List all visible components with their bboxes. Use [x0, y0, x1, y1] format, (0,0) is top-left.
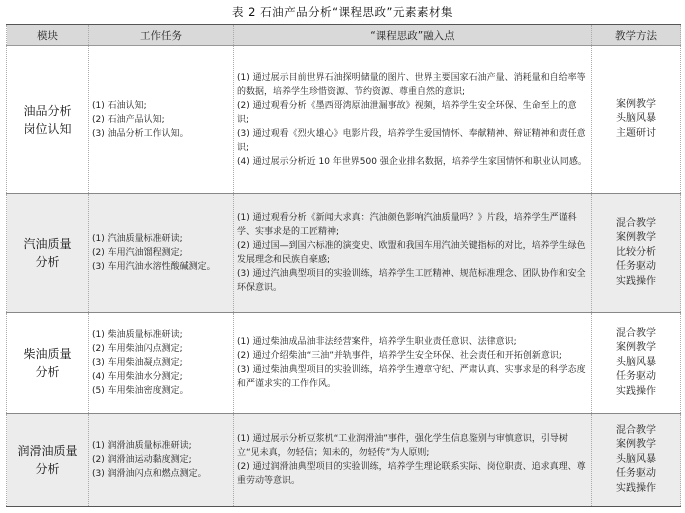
methods-cell-line: 比较分析	[616, 246, 656, 258]
methods-cell-line: 实践操作	[616, 275, 656, 287]
header-ideology-points: “课程思政”融入点	[234, 25, 592, 46]
methods-cell-line: 混合教学	[616, 327, 656, 339]
tasks-cell-line: (1) 润滑油质量标准研读;	[92, 441, 192, 451]
module-cell	[7, 194, 89, 313]
methods-cell-line: 案例教学	[616, 342, 656, 354]
methods-cell-line: 任务驱动	[616, 468, 656, 480]
ideology-points-cell-line: (4) 通过展示分析近 10 年世界500 强企业排名数据，培养学生家国情怀和职业认同感。	[237, 156, 587, 167]
tasks-cell-line: (1) 柴油质量标准研读;	[92, 330, 183, 340]
tasks-cell-line: (1) 石油认知;	[92, 100, 147, 111]
header-methods: 教学方法	[592, 25, 681, 46]
ideology-points-cell-line: (1) 通过柴油成品油非法经营案件，培养学生职业责任意识、法律意识;	[237, 337, 517, 347]
methods-cell-line: 实践操作	[616, 385, 656, 397]
tasks-cell-line: (3) 车用柴油凝点测定;	[92, 358, 183, 368]
course-ideology-table	[6, 24, 681, 507]
methods-cell-line: 混合教学	[616, 424, 656, 436]
methods-cell-line: 案例教学	[616, 232, 656, 244]
table-row	[7, 194, 681, 313]
ideology-points-cell-line: (1) 通过展示目前世界石油探明储量的图片、世界主要国家石油产量、消耗量和自给率等的数据，培养学生珍惜资源、节约资源、尊重自然的意识;	[237, 72, 586, 97]
methods-cell-line: 头脑风暴	[616, 113, 656, 125]
header-module: 模块	[7, 25, 89, 46]
tasks-cell-line: (2) 车用柴油闪点测定;	[92, 344, 183, 354]
methods-cell-line: 任务驱动	[616, 371, 656, 383]
tasks-cell	[89, 414, 234, 507]
ideology-points-cell-line: (2) 通过国—到国六标准的演变史、欧盟和我国车用汽油关键指标的对比，培养学生绿色发展理念和民族自豪感;	[237, 241, 586, 265]
ideology-points-cell-line: (2) 通过介绍柴油“三油”并轨事件，培养学生安全环保、社会责任和开拓创新意识;	[237, 351, 562, 361]
module-cell-line: 岗位认知	[23, 121, 72, 136]
table-row	[7, 414, 681, 507]
ideology-points-cell-line: (2) 通过润滑油典型项目的实验训练，培养学生理论联系实际、岗位职责、追求真理、尊重劳动等意识。	[237, 462, 586, 486]
module-cell-line: 分析	[35, 462, 60, 476]
methods-cell-line: 案例教学	[616, 439, 656, 451]
ideology-points-cell	[234, 194, 592, 313]
methods-cell-line: 主题研讨	[616, 127, 656, 139]
methods-cell-line: 实践操作	[616, 482, 656, 494]
tasks-cell	[89, 313, 234, 414]
ideology-points-cell-line: (1) 通过观看分析《新闻大求真：汽油颜色影响汽油质量吗？》片段，培养学生严谨科学、实事求是的工匠精神;	[237, 213, 577, 237]
tasks-cell-line: (3) 车用汽油水溶性酸碱测定。	[92, 262, 216, 272]
ideology-points-cell-line: (1) 通过展示分析豆浆机“工业润滑油”事件，强化学生信息鉴别与审慎意识，引导树立“见未真，勿轻信；知未的，勿轻传”为人原则;	[237, 434, 568, 458]
tasks-cell-line: (3) 油品分析工作认知。	[92, 128, 189, 139]
module-cell-line: 油品分析	[23, 103, 72, 118]
tasks-cell-line: (1) 汽油质量标准研读;	[92, 234, 183, 244]
tasks-cell-line: (4) 车用柴油水分测定;	[92, 372, 183, 382]
methods-cell-line: 头脑风暴	[616, 356, 656, 368]
methods-cell-line: 任务驱动	[616, 261, 656, 273]
table-row	[7, 46, 681, 194]
methods-cell-line: 混合教学	[616, 217, 656, 229]
tasks-cell-line: (2) 石油产品认知;	[92, 114, 165, 125]
header-row	[7, 25, 681, 46]
module-cell-line: 分析	[35, 255, 60, 269]
methods-cell-line: 头脑风暴	[616, 453, 656, 465]
ideology-points-cell-line: (3) 通过柴油典型项目的实验训练，培养学生遵章守纪、严肃认真、实事求是的科学态度和严谨求实的工作作风。	[237, 365, 586, 389]
header-tasks: 工作任务	[89, 25, 234, 46]
module-cell	[7, 313, 89, 414]
table-row	[7, 313, 681, 414]
methods-cell-line: 案例教学	[616, 98, 656, 110]
methods-cell	[592, 313, 681, 414]
methods-cell	[592, 46, 681, 194]
table-caption: 表 2 石油产品分析“课程思政”元素素材集	[231, 5, 454, 19]
ideology-points-cell	[234, 414, 592, 507]
module-cell-line: 柴油质量	[23, 347, 72, 361]
tasks-cell-line: (5) 车用柴油密度测定。	[92, 386, 189, 396]
module-cell-line: 分析	[35, 365, 60, 379]
ideology-points-cell	[234, 46, 592, 194]
module-cell	[7, 414, 89, 507]
methods-cell	[592, 194, 681, 313]
ideology-points-cell-line: (3) 通过汽油典型项目的实验训练，培养学生工匠精神、规范标准理念、团队协作和安全环保意识。	[237, 269, 586, 293]
tasks-cell-line: (3) 润滑油闪点和燃点测定。	[92, 469, 207, 479]
module-cell	[7, 46, 89, 194]
tasks-cell-line: (2) 润滑油运动黏度测定;	[92, 455, 192, 465]
tasks-cell-line: (2) 车用汽油馏程测定;	[92, 248, 183, 258]
tasks-cell	[89, 194, 234, 313]
methods-cell	[592, 414, 681, 507]
tasks-cell	[89, 46, 234, 194]
ideology-points-cell-line: (2) 通过观看分析《墨西哥湾原油泄漏事故》视频，培养学生安全环保、生命至上的意识;	[237, 100, 577, 125]
ideology-points-cell	[234, 313, 592, 414]
module-cell-line: 汽油质量	[23, 237, 72, 251]
module-cell-line: 润滑油质量	[17, 444, 78, 458]
ideology-points-cell-line: (3) 通过观看《烈火雄心》电影片段，培养学生爱国情怀、奉献精神、辩证精神和责任意识;	[237, 128, 586, 153]
